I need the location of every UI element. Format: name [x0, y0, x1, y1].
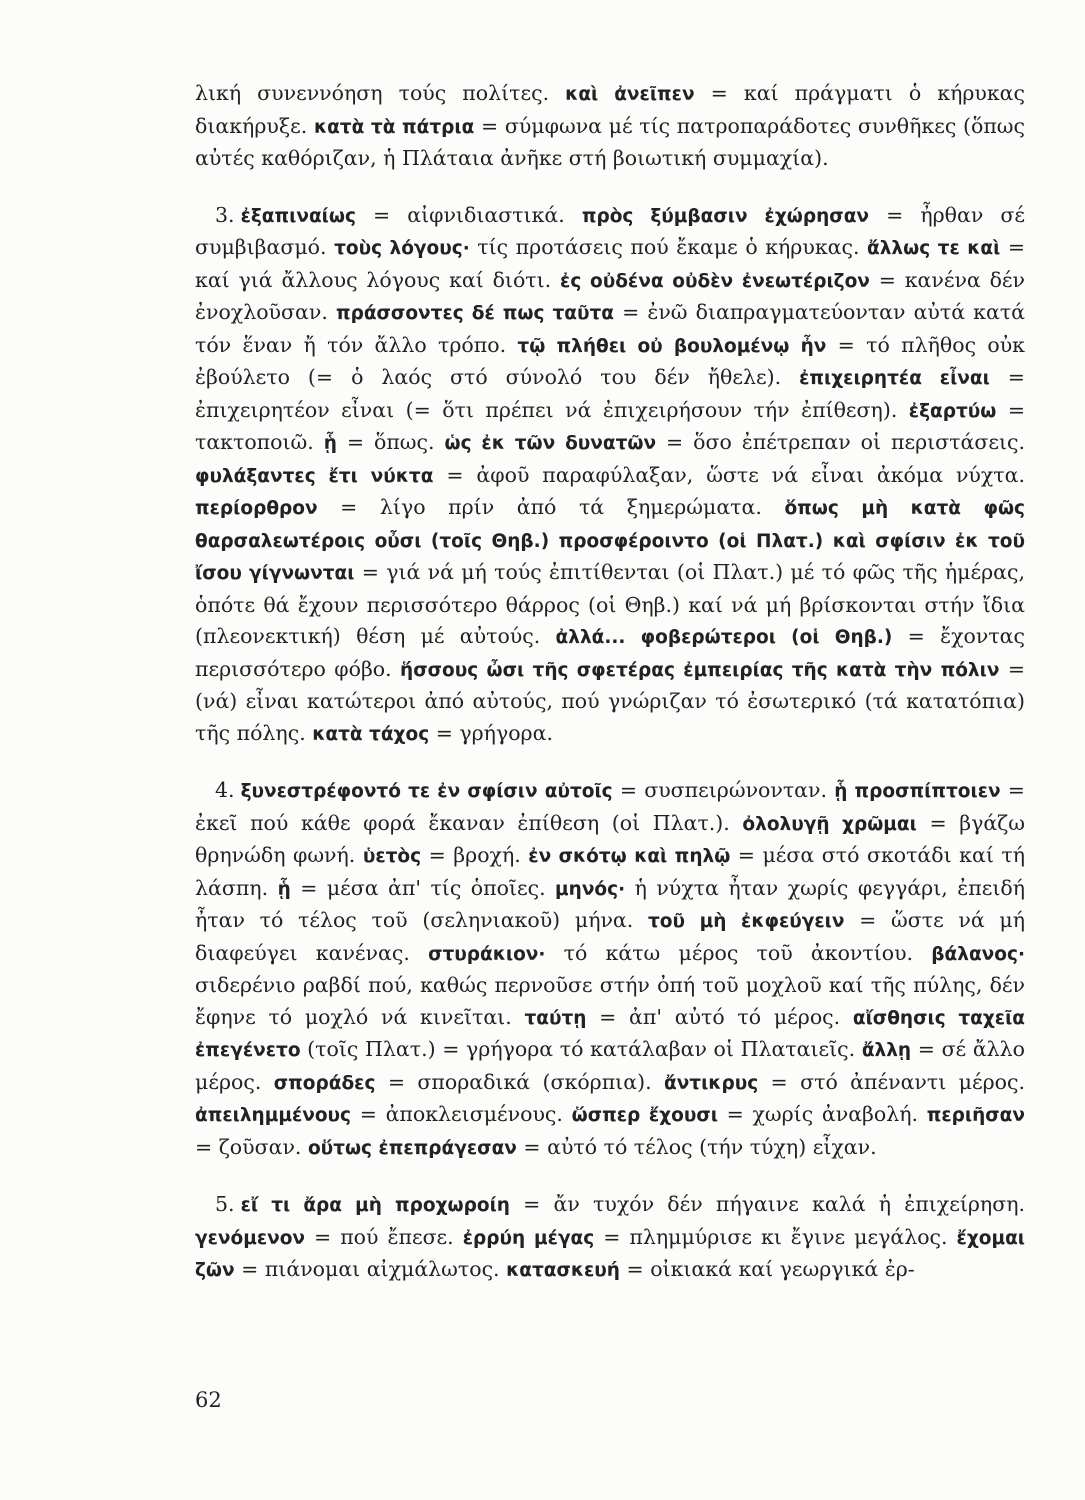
gloss-text: = αὐτό τό τέλος (τήν τύχη) εἶχαν.: [516, 1134, 877, 1159]
lemma-term: οὕτως ἐπεπράγεσαν: [307, 1137, 517, 1159]
paragraph-number: 3.: [215, 202, 235, 227]
gloss-text: = χωρίς ἀναβολή.: [717, 1102, 927, 1126]
gloss-text: = καί γιά ἄλλους λόγους καί διότι.: [195, 235, 1025, 292]
gloss-text: = καί πράγματι ὁ κήρυκας διακήρυξε.: [195, 81, 1026, 138]
gloss-text: = ὅσο ἐπέτρεπαν οἱ περιστάσεις.: [656, 430, 1025, 454]
gloss-text: = ἄν τυχόν δέν πήγαινε καλά ἡ ἐπιχείρηση.: [509, 1192, 1025, 1216]
gloss-text: = ἐνῶ διαπραγματεύονταν αὐτά κατά τόν ἕναν ἤ τόν ἄλλο τρόπο.: [195, 300, 1026, 357]
gloss-text: σιδερένιο ραβδί πού, καθώς περνοῦσε στήν ὀπή τοῦ μοχλοῦ καί τῆς πύλης, δέν ἔφηνε τό μοχλό νά κινεῖται.: [195, 973, 1025, 1029]
commentary-paragraph: [195, 78, 1025, 175]
gloss-text: = σποραδικά (σκόρπια).: [375, 1069, 664, 1094]
lemma-term: τοῦ μὴ ἐκφεύγειν: [648, 911, 845, 932]
gloss-text: ἡ νύχτα ἦταν χωρίς φεγγάρι, ἐπειδή ἦταν τό τέλος τοῦ (σεληνιακοῦ) μήνα.: [195, 875, 1025, 932]
lemma-term: ἀλλά... φοβερώτεροι (οἱ Θηβ.): [555, 627, 893, 648]
lemma-term: ὡς ἐκ τῶν δυνατῶν: [444, 433, 657, 454]
gloss-text: = συσπειρώνονταν.: [612, 778, 835, 802]
lemma-term: ἀπειλημμένους: [195, 1105, 352, 1126]
lemma-term: ἥσσους ὦσι τῆς σφετέρας ἐμπειρίας τῆς κατὰ τὴν πόλιν: [400, 659, 1000, 681]
gloss-text: = γιά νά μή τούς ἐπιτίθενται (οἱ Πλατ.) μέ τό φῶς τῆς ἡμέρας, ὁπότε θά ἔχουν περισσότερο θάρρος (οἱ Θηβ.) καί νά μή βρίσκονται στήν ἴδια (πλεονεκτική) θέση μέ αὐτούς.: [195, 560, 1025, 648]
gloss-text: = ἀφοῦ παραφύλαξαν, ὥστε νά εἶναι ἀκόμα νύχτα.: [433, 462, 1025, 487]
gloss-text: = στό ἀπέναντι μέρος.: [758, 1069, 1025, 1094]
lemma-term: σποράδες: [273, 1072, 376, 1094]
gloss-text: = ἦρθαν σέ συμβιβασμό.: [195, 202, 1025, 259]
lemma-term: ἐς οὐδένα οὐδὲν ἐνεωτέριζον: [560, 270, 870, 292]
gloss-text: = ἐπιχειρητέον εἶναι (= ὅτι πρέπει νά ἐπιχειρήσουν τήν ἐπίθεση).: [195, 365, 1025, 422]
lemma-term: ξυνεστρέφοντό τε ἐν σφίσιν αὐτοῖς: [240, 781, 613, 802]
gloss-text: = αἰφνιδιαστικά.: [355, 202, 582, 227]
lemma-term: ἔχομαι ζῶν: [195, 1227, 1026, 1281]
gloss-text: = σύμφωνα μέ τίς πατροπαράδοτες συνθῆκες (ὅπως αὐτές καθόριζαν, ἡ Πλάταια ἀνῆκε στή βοιωτική συμμαχία).: [195, 113, 1026, 170]
gloss-text: = βροχή.: [421, 843, 529, 867]
gloss-text: = ὥστε νά μή διαφεύγει κανένας.: [195, 908, 1026, 965]
lemma-term: ἐρρύη μέγας: [462, 1227, 595, 1249]
lemma-term: ᾗ προσπίπτοιεν: [834, 781, 1001, 802]
gloss-text: = πλημμύρισε κι ἔγινε μεγάλος.: [594, 1224, 957, 1249]
lemma-term: κατὰ τὰ πάτρια: [313, 116, 475, 138]
gloss-text: τό κάτω μέρος τοῦ ἀκοντίου.: [545, 940, 932, 965]
lemma-term: ὑετὸς: [362, 846, 422, 867]
lemma-term: ὅπως μὴ κατὰ φῶς θαρσαλεωτέροις οὖσι (τοῖς Θηβ.) προσφέροιντο (οἱ Πλατ.) καὶ σφίσιν ἐκ τοῦ ἴσου γίγνωνται: [195, 498, 1026, 584]
lemma-term: ἄλλως τε καὶ: [867, 238, 1001, 259]
lemma-term: στυράκιον·: [428, 943, 546, 965]
lemma-term: περίορθρον: [195, 498, 318, 519]
lemma-term: φυλάξαντες ἔτι νύκτα: [195, 465, 434, 487]
lemma-term: ἄλλῃ: [861, 1040, 912, 1061]
lemma-term: πρὸς ξύμβασιν ἐχώρησαν: [581, 205, 869, 227]
paragraph-number: 4.: [215, 778, 235, 802]
gloss-text: = ὅπως.: [336, 430, 445, 454]
commentary-paragraph: [195, 1189, 1025, 1287]
gloss-text: τίς προτάσεις πού ἔκαμε ὁ κήρυκας.: [469, 235, 868, 259]
lemma-term: ἐν σκότῳ καὶ πηλῷ: [528, 846, 731, 867]
gloss-text: = μέσα ἀπ' τίς ὁποῖες.: [290, 875, 556, 900]
lemma-term: ἐξαπιναίως: [240, 205, 356, 227]
lemma-term: ὥσπερ ἔχουσι: [571, 1105, 718, 1126]
gloss-text: = (νά) εἶναι κατώτεροι ἀπό αὐτούς, πού γνώριζαν τό ἐσωτερικό (τά κατατόπια) τῆς πόλης.: [195, 656, 1025, 745]
gloss-text: = τό πλῆθος οὐκ ἐβούλετο (= ὁ λαός στό σύνολό του δέν ἤθελε).: [195, 332, 1025, 389]
gloss-text: = ἀποκλεισμένους.: [351, 1102, 572, 1126]
gloss-text: = μέσα στό σκοτάδι καί τή λάσπη.: [195, 843, 1025, 900]
gloss-text: = ἀπ' αὐτό τό μέρος.: [586, 1004, 853, 1029]
lemma-term: κατασκευή: [506, 1260, 620, 1281]
paragraph-number: 5.: [215, 1192, 235, 1216]
lemma-term: ᾗ: [277, 878, 291, 900]
gloss-text: = σέ ἄλλο μέρος.: [195, 1037, 1025, 1094]
gloss-text: (τοῖς Πλατ.) = γρήγορα τό κατάλαβαν οἱ Πλαταιεῖς.: [300, 1037, 862, 1061]
commentary-text: [195, 78, 1025, 1312]
gloss-text: = πού ἔπεσε.: [305, 1224, 463, 1249]
lemma-term: ταύτῃ: [524, 1007, 587, 1029]
gloss-text: = βγάζω θρηνώδη φωνή.: [195, 810, 1026, 867]
lemma-term: πράσσοντες δέ πως ταῦτα: [335, 303, 614, 324]
lemma-term: καὶ ἀνεῖπεν: [565, 84, 695, 105]
commentary-paragraph: [195, 200, 1025, 751]
lemma-term: ἐξαρτύω: [908, 400, 997, 422]
lemma-term: τῷ πλήθει οὐ βουλομένῳ ἦν: [517, 335, 827, 357]
gloss-text: = λίγο πρίν ἀπό τά ξημερώματα.: [317, 495, 785, 519]
lemma-term: αἴσθησις ταχεῖα ἐπεγένετο: [195, 1007, 1025, 1061]
gloss-text: = γρήγορα.: [429, 720, 553, 745]
gloss-text: = ἔχοντας περισσότερο φόβο.: [195, 624, 1025, 681]
commentary-paragraph: [195, 775, 1025, 1164]
gloss-text: = πιάνομαι αἰχμάλωτος.: [234, 1257, 507, 1281]
gloss-text: λική συνεννόηση τούς πολίτες.: [195, 81, 566, 105]
lemma-term: ἐπιχειρητέα εἶναι: [799, 368, 990, 389]
gloss-text: = ζοῦσαν.: [195, 1134, 308, 1159]
lemma-term: ᾗ: [323, 433, 337, 454]
lemma-term: εἴ τι ἄρα μὴ προχωροίη: [240, 1195, 510, 1216]
page-number: 62: [195, 1388, 222, 1412]
lemma-term: κατὰ τάχος: [312, 723, 430, 745]
lemma-term: μηνός·: [555, 878, 626, 900]
lemma-term: περιῆσαν: [926, 1105, 1025, 1126]
lemma-term: ἄντικρυς: [663, 1072, 759, 1094]
gloss-text: = κανένα δέν ἐνοχλοῦσαν.: [195, 267, 1025, 324]
lemma-term: γενόμενον: [195, 1227, 306, 1249]
lemma-term: τοὺς λόγους·: [334, 238, 470, 259]
gloss-text: = ἐκεῖ πού κάθε φορά ἔκαναν ἐπίθεση (οἱ Πλατ.).: [195, 778, 1025, 835]
lemma-term: βάλανος·: [931, 943, 1025, 965]
gloss-text: = οἰκιακά καί γεωργικά ἐρ-: [619, 1257, 915, 1281]
gloss-text: = τακτοποιῶ.: [195, 397, 1025, 454]
lemma-term: ὀλολυγῇ χρῶμαι: [742, 813, 917, 835]
